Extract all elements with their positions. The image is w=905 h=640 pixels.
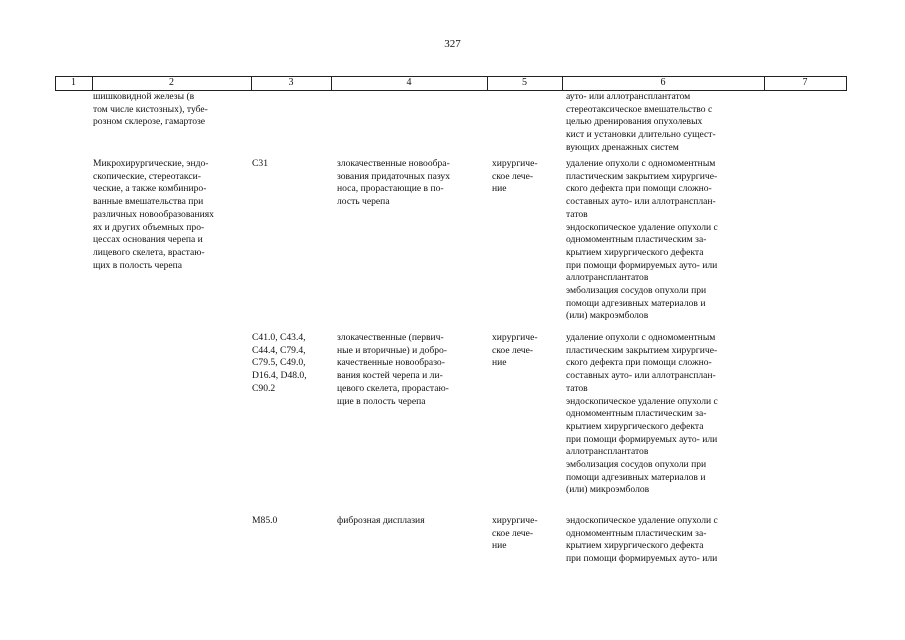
column-divider xyxy=(846,76,847,90)
column-number-2: 2 xyxy=(169,77,174,88)
treatment-method-cell: эндоскопическое удаление опухоли с одномоментным пластическим за- крытием хирургического дефекта при помощи формируемых ауто- или xyxy=(566,515,718,565)
treatment-method-cell: ауто- или аллотрансплантатом стереотаксическое вмешательство с целью дренирования опухолевых кист и установки длительно сущест- вующих дренажных систем xyxy=(566,91,716,153)
intervention-description-cell: Микрохирургические, эндо- скопические, стереотакси- ческие, а также комбиниро- ванные вмешательства при различных новообразованиях ях и других объемных про- цессах основания черепа и лицевого скелета, врастаю- щих в полость черепа xyxy=(93,158,214,271)
diagnosis-cell: злокачественные (первич- ные и вторичные) и добро- качественные новообразо- вания костей черепа и ли- цевого скелета, прорастаю- щие в полость черепа xyxy=(337,332,449,407)
icd-code-cell: C31 xyxy=(252,158,268,169)
diagnosis-cell: фиброзная дисплазия xyxy=(337,515,425,526)
icd-code-cell: C41.0, C43.4, C44.4, C79.4, C79.5, C49.0, D16.4, D48.0, C90.2 xyxy=(252,332,307,394)
column-number-3: 3 xyxy=(288,77,294,88)
column-number-4: 4 xyxy=(406,77,412,88)
page-number: 327 xyxy=(444,38,461,50)
treatment-method-cell: удаление опухоли с одномоментным пластическим закрытием хирургиче- ского дефекта при помощи сложно- составных ауто- или аллотрансплан- татов эндоскопическое удаление опухоли с одномоментным пластическим за- крытием хирургического дефекта при помощи формируемых ауто- или аллотрансплантатов эмболизация сосудов опухоли при помощи адгезивных материалов и (или) микроэмболов xyxy=(566,332,718,496)
icd-code-cell: M85.0 xyxy=(252,515,278,526)
column-number-6: 6 xyxy=(660,77,666,88)
treatment-type-cell: хирургиче- ское лече- ние xyxy=(492,515,538,552)
column-number-1: 1 xyxy=(71,77,76,88)
intervention-description-cell: шишковидной железы (в том числе кистозных), тубе- розном склерозе, гамартозе xyxy=(93,91,208,128)
treatment-type-cell: хирургиче- ское лече- ние xyxy=(492,158,538,195)
treatment-method-cell: удаление опухоли с одномоментным пластическим закрытием хирургиче- ского дефекта при помощи сложно- составных ауто- или аллотрансплан- татов эндоскопическое удаление опухоли с одномоментным пластическим за- крытием хирургического дефекта при помощи формируемых ауто- или аллотрансплантатов эмболизация сосудов опухоли при помощи адгезивных материалов и (или) макроэмболов xyxy=(566,158,718,322)
column-number-7: 7 xyxy=(802,77,808,88)
treatment-type-cell: хирургиче- ское лече- ние xyxy=(492,332,538,369)
diagnosis-cell: злокачественные новообра- зования придаточных пазух носа, прорастающие в по- лость черепа xyxy=(337,158,451,208)
column-number-5: 5 xyxy=(522,77,527,88)
